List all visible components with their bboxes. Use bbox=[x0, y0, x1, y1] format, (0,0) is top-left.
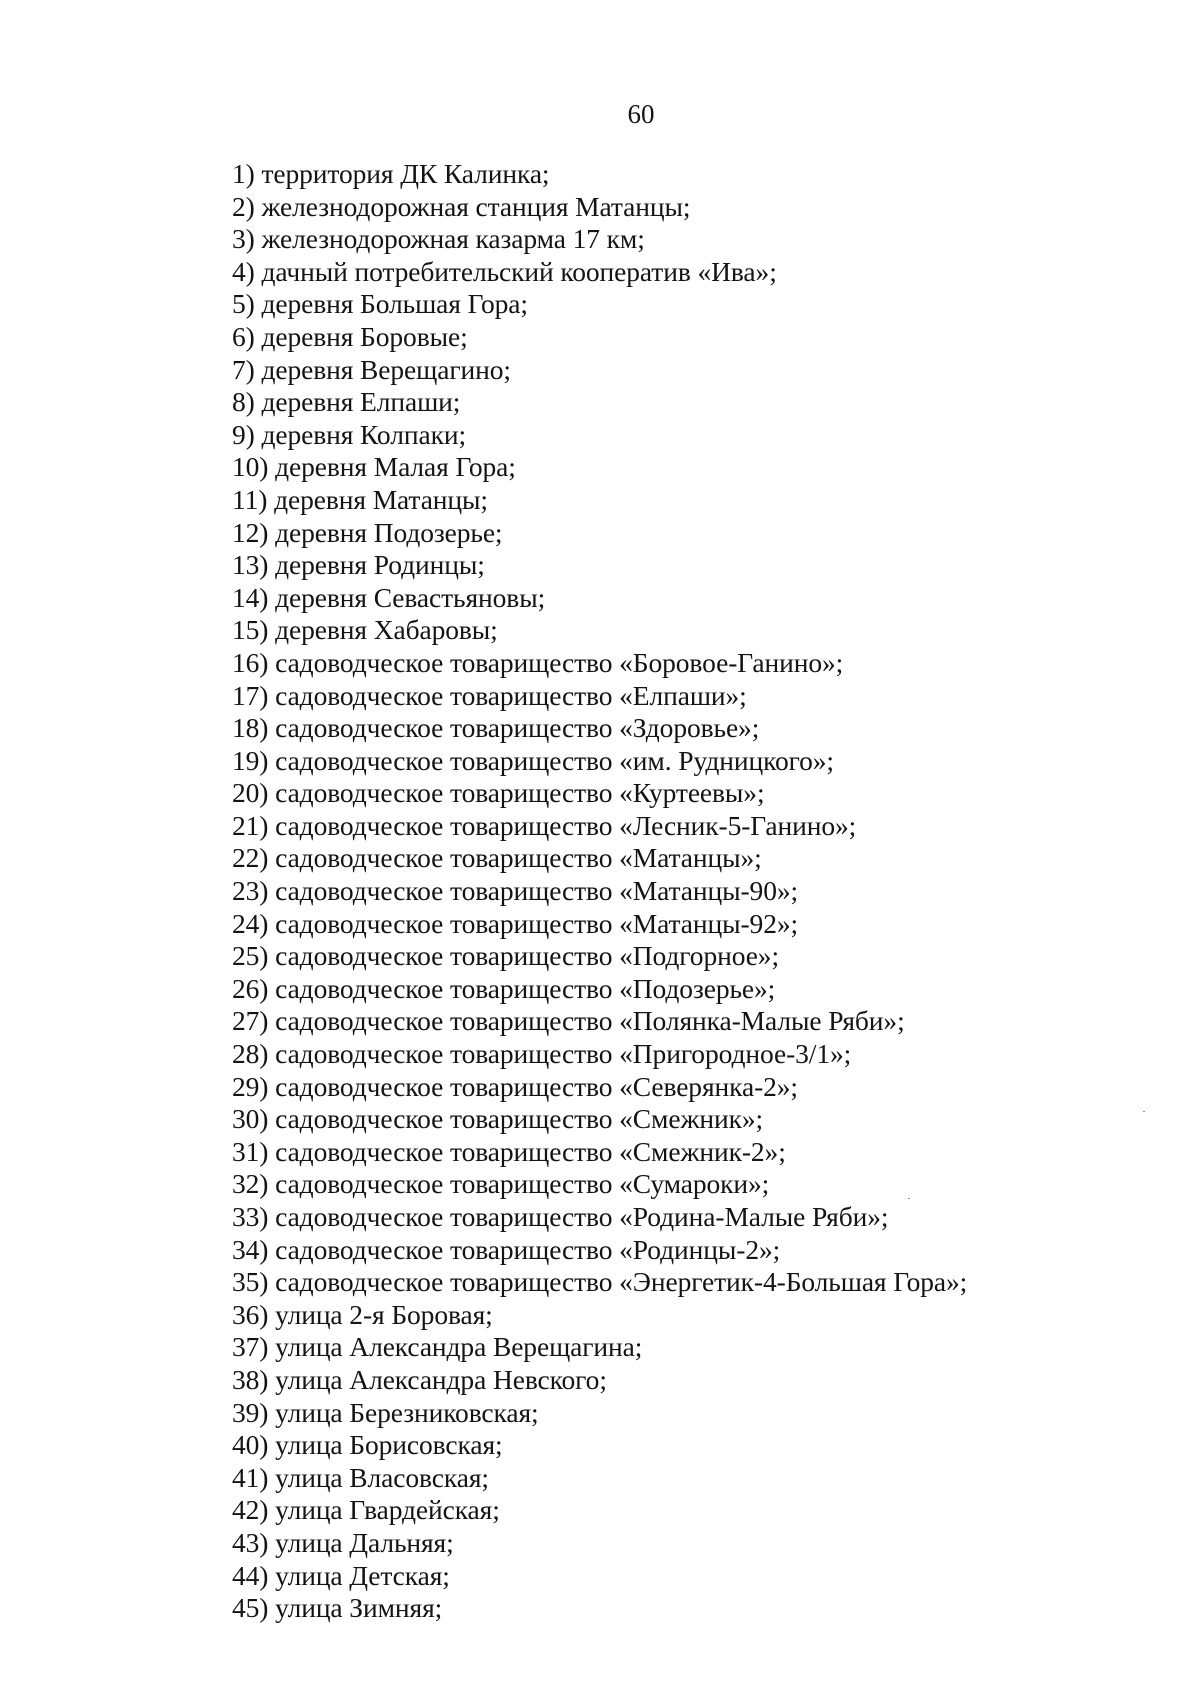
list-item: 12) деревня Подозерье; bbox=[232, 516, 503, 548]
scan-speck bbox=[908, 1198, 910, 1199]
list-item: 9) деревня Колпаки; bbox=[232, 418, 466, 450]
list-item: 28) садоводческое товарищество «Пригородное-3/1»; bbox=[232, 1038, 852, 1070]
list-item: 10) деревня Малая Гора; bbox=[232, 451, 516, 483]
list-item: 7) деревня Верещагино; bbox=[232, 353, 511, 385]
list-item: 34) садоводческое товарищество «Родинцы-2»; bbox=[232, 1233, 781, 1265]
list-item: 45) улица Зимняя; bbox=[232, 1592, 443, 1624]
locality-list bbox=[232, 158, 967, 1625]
list-item: 35) садоводческое товарищество «Энергетик-4-Большая Гора»; bbox=[232, 1266, 968, 1298]
list-item: 19) садоводческое товарищество «им. Рудницкого»; bbox=[232, 744, 834, 776]
list-item: 38) улица Александра Невского; bbox=[232, 1363, 607, 1395]
list-item: 20) садоводческое товарищество «Куртеевы»; bbox=[232, 777, 765, 809]
list-item: 8) деревня Елпаши; bbox=[232, 386, 461, 418]
list-item: 32) садоводческое товарищество «Сумароки»; bbox=[232, 1168, 770, 1200]
list-item: 18) садоводческое товарищество «Здоровье»; bbox=[232, 712, 760, 744]
list-item: 2) железнодорожная станция Матанцы; bbox=[232, 190, 691, 222]
list-item: 5) деревня Большая Гора; bbox=[232, 288, 528, 320]
list-item: 14) деревня Севастьяновы; bbox=[232, 581, 546, 613]
list-item: 43) улица Дальняя; bbox=[232, 1526, 454, 1558]
list-item: 23) садоводческое товарищество «Матанцы-90»; bbox=[232, 875, 799, 907]
list-item: 21) садоводческое товарищество «Лесник-5-Ганино»; bbox=[232, 809, 857, 841]
list-item: 11) деревня Матанцы; bbox=[232, 483, 488, 515]
list-item: 39) улица Березниковская; bbox=[232, 1396, 539, 1428]
list-item: 13) деревня Родинцы; bbox=[232, 549, 485, 581]
list-item: 27) садоводческое товарищество «Полянка-Малые Ряби»; bbox=[232, 1005, 905, 1037]
list-item: 26) садоводческое товарищество «Подозерье»; bbox=[232, 972, 776, 1004]
list-item: 25) садоводческое товарищество «Подгорное»; bbox=[232, 940, 779, 972]
list-item: 6) деревня Боровые; bbox=[232, 320, 468, 352]
list-item: 29) садоводческое товарищество «Северянка-2»; bbox=[232, 1070, 798, 1102]
list-item: 42) улица Гвардейская; bbox=[232, 1494, 500, 1526]
list-item: 4) дачный потребительский кооператив «Ива»; bbox=[232, 255, 777, 287]
list-item: 15) деревня Хабаровы; bbox=[232, 614, 498, 646]
page-number: 60 bbox=[627, 99, 655, 129]
list-item: 36) улица 2-я Боровая; bbox=[232, 1298, 493, 1330]
list-item: 16) садоводческое товарищество «Боровое-Ганино»; bbox=[232, 646, 844, 678]
list-item: 1) территория ДК Калинка; bbox=[232, 158, 550, 189]
list-item: 30) садоводческое товарищество «Смежник»; bbox=[232, 1103, 764, 1135]
list-item: 24) садоводческое товарищество «Матанцы-92»; bbox=[232, 907, 799, 939]
list-item: 41) улица Власовская; bbox=[232, 1461, 489, 1493]
list-item: 37) улица Александра Верещагина; bbox=[232, 1331, 643, 1363]
list-item: 44) улица Детская; bbox=[232, 1559, 450, 1591]
list-item: 17) садоводческое товарищество «Елпаши»; bbox=[232, 679, 747, 711]
list-item: 22) садоводческое товарищество «Матанцы»; bbox=[232, 842, 762, 874]
list-item: 40) улица Борисовская; bbox=[232, 1429, 503, 1461]
scan-speck bbox=[1143, 1111, 1145, 1112]
list-item: 33) садоводческое товарищество «Родина-Малые Ряби»; bbox=[232, 1201, 889, 1232]
list-item: 31) садоводческое товарищество «Смежник-2»; bbox=[232, 1135, 786, 1167]
list-item: 3) железнодорожная казарма 17 км; bbox=[232, 223, 645, 255]
